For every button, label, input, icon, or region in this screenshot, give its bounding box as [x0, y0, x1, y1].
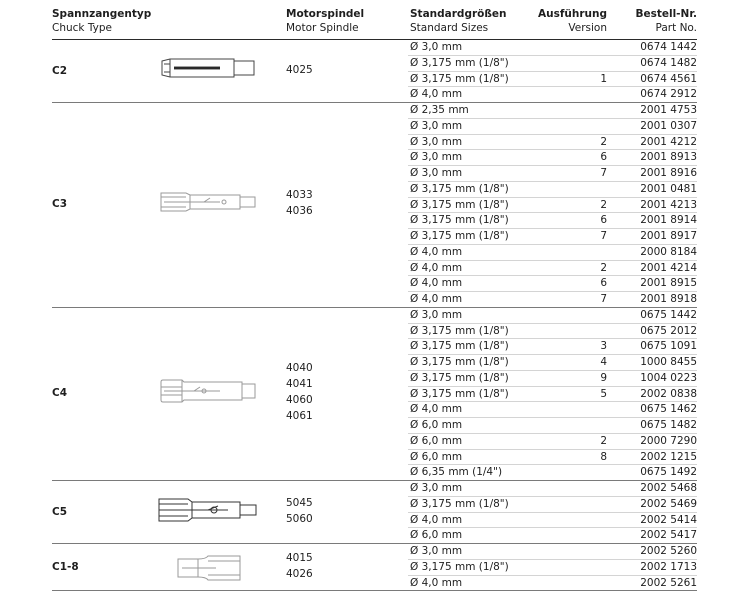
standard-size-cell: Ø 3,175 mm (1/8"): [410, 560, 509, 573]
row-separator: [408, 354, 697, 355]
part-number-cell: 2002 0838: [640, 387, 697, 400]
standard-size-cell: Ø 6,0 mm: [410, 529, 463, 542]
version-cell: 5: [600, 387, 607, 400]
row-separator: [408, 496, 697, 497]
version-cell: 6: [600, 151, 607, 164]
standard-size-cell: Ø 3,175 mm (1/8"): [410, 356, 509, 368]
standard-size-cell: Ø 4,0 mm: [410, 88, 463, 101]
part-number-cell: 0674 4561: [640, 72, 697, 85]
row-separator: [408, 575, 697, 576]
row-separator: [408, 244, 697, 245]
standard-size-cell: Ø 3,175 mm (1/8"): [410, 56, 509, 69]
chuck-type-label: C2: [52, 64, 68, 77]
part-number-cell: 2001 0481: [640, 182, 697, 195]
version-cell: 6: [600, 214, 607, 227]
part-number-cell: 0675 1462: [640, 403, 697, 416]
row-separator: [408, 86, 697, 87]
standard-size-cell: Ø 3,175 mm (1/8"): [410, 340, 509, 353]
standard-size-cell: Ø 3,175 mm (1/8"): [410, 214, 509, 227]
part-number-cell: 2001 8916: [640, 167, 697, 179]
standard-size-cell: Ø 6,35 mm (1/4"): [410, 466, 503, 479]
part-number-cell: 2002 1215: [640, 450, 697, 463]
collet-c4-icon: [160, 378, 256, 404]
standard-size-cell: Ø 6,0 mm: [410, 419, 463, 431]
version-cell: 2: [600, 135, 607, 148]
version-cell: 3: [600, 340, 607, 353]
standard-size-cell: Ø 2,35 mm: [410, 104, 469, 116]
standard-size-cell: Ø 3,0 mm: [410, 119, 463, 132]
version-cell: 7: [600, 167, 607, 179]
version-cell: 2: [600, 434, 607, 447]
standard-size-cell: Ø 3,0 mm: [410, 308, 463, 321]
standard-size-cell: Ø 6,0 mm: [410, 434, 463, 447]
standard-size-cell: Ø 6,0 mm: [410, 450, 463, 463]
motor-spindle-label: 4041: [286, 378, 313, 391]
header-version-en: Version: [568, 22, 607, 34]
part-number-cell: 2002 5468: [640, 482, 697, 494]
collet-c5-icon: [158, 497, 258, 523]
row-separator: [408, 55, 697, 56]
standard-size-cell: Ø 3,0 mm: [410, 545, 463, 557]
part-number-cell: 2002 5261: [640, 576, 697, 589]
motor-spindle-label: 4026: [286, 567, 313, 580]
motor-spindle-label: 4040: [286, 362, 313, 375]
row-separator: [408, 165, 697, 166]
standard-size-cell: Ø 3,0 mm: [410, 135, 463, 148]
row-separator: [408, 291, 697, 292]
standard-size-cell: Ø 4,0 mm: [410, 293, 463, 305]
header-part-en: Part No.: [655, 22, 697, 34]
part-number-cell: 2002 5417: [640, 529, 697, 542]
collet-c3-icon: [160, 190, 256, 214]
row-separator: [408, 338, 697, 339]
part-number-cell: 0675 2012: [640, 324, 697, 337]
part-number-cell: 2000 8184: [640, 245, 697, 258]
row-separator: [408, 228, 697, 229]
row-separator: [408, 118, 697, 119]
row-separator: [408, 417, 697, 418]
standard-size-cell: Ø 4,0 mm: [410, 261, 463, 274]
part-number-cell: 2002 5414: [640, 513, 697, 526]
part-number-cell: 0674 1482: [640, 56, 697, 69]
motor-spindle-label: 5045: [286, 496, 313, 509]
row-separator: [408, 260, 697, 261]
motor-spindle-label: 4033: [286, 189, 313, 202]
collet-c1-8-icon: [176, 555, 246, 581]
header-chuck-type-de: Spannzangentyp: [52, 8, 152, 20]
part-number-cell: 0675 1091: [640, 340, 697, 353]
header-part-de: Bestell-Nr.: [635, 8, 697, 20]
version-cell: 1: [600, 72, 607, 85]
row-separator: [408, 386, 697, 387]
row-separator: [408, 275, 697, 276]
row-separator: [408, 212, 697, 213]
standard-size-cell: Ø 4,0 mm: [410, 403, 463, 416]
row-separator: [408, 181, 697, 182]
standard-size-cell: Ø 3,0 mm: [410, 167, 463, 179]
standard-size-cell: Ø 3,175 mm (1/8"): [410, 72, 509, 85]
part-number-cell: 2002 1713: [640, 560, 697, 573]
version-cell: 9: [600, 371, 607, 384]
group-divider: [52, 102, 697, 103]
part-number-cell: 0674 1442: [640, 41, 697, 53]
row-separator: [408, 71, 697, 72]
chuck-type-label: C3: [52, 198, 68, 211]
part-number-cell: 2001 8917: [640, 230, 697, 242]
version-cell: 6: [600, 277, 607, 290]
version-cell: 2: [600, 198, 607, 211]
part-number-cell: 2001 4213: [640, 198, 697, 211]
part-number-cell: 2001 4753: [640, 104, 697, 116]
group-divider: [52, 480, 697, 481]
version-cell: 7: [600, 293, 607, 305]
motor-spindle-label: 5060: [286, 512, 313, 525]
standard-size-cell: Ø 3,175 mm (1/8"): [410, 497, 509, 510]
row-separator: [408, 401, 697, 402]
part-number-cell: 1004 0223: [640, 371, 697, 384]
row-separator: [408, 449, 697, 450]
standard-size-cell: Ø 4,0 mm: [410, 513, 463, 526]
motor-spindle-label: 4060: [286, 394, 313, 407]
group-divider: [52, 307, 697, 308]
part-number-cell: 2001 4214: [640, 261, 697, 274]
part-number-cell: 2001 8915: [640, 277, 697, 290]
version-cell: 2: [600, 261, 607, 274]
chuck-type-label: C5: [52, 505, 68, 518]
standard-size-cell: Ø 4,0 mm: [410, 277, 463, 290]
standard-size-cell: Ø 3,175 mm (1/8"): [410, 371, 509, 384]
part-number-cell: 2001 8914: [640, 214, 697, 227]
row-separator: [408, 464, 697, 465]
row-separator: [408, 134, 697, 135]
part-number-cell: 1000 8455: [640, 356, 697, 368]
chuck-type-label: C1-8: [52, 560, 79, 573]
standard-size-cell: Ø 3,175 mm (1/8"): [410, 324, 509, 337]
motor-spindle-label: 4061: [286, 410, 313, 423]
standard-size-cell: Ø 3,0 mm: [410, 151, 463, 164]
row-separator: [408, 370, 697, 371]
header-version-de: Ausführung: [537, 8, 607, 20]
version-cell: 7: [600, 230, 607, 242]
chuck-type-label: C4: [52, 387, 68, 400]
motor-spindle-label: 4025: [286, 63, 313, 76]
motor-spindle-label: 4015: [286, 551, 313, 564]
header-spindle-en: Motor Spindle: [286, 22, 359, 34]
version-cell: 8: [600, 450, 607, 463]
part-number-cell: 2001 4212: [640, 135, 697, 148]
standard-size-cell: Ø 3,0 mm: [410, 41, 463, 53]
standard-size-cell: Ø 3,175 mm (1/8"): [410, 387, 509, 400]
part-number-cell: 0675 1482: [640, 419, 697, 431]
row-separator: [408, 512, 697, 513]
header-spindle-de: Motorspindel: [286, 8, 365, 20]
standard-size-cell: Ø 3,175 mm (1/8"): [410, 198, 509, 211]
standard-size-cell: Ø 4,0 mm: [410, 245, 463, 258]
header-divider: [52, 39, 697, 40]
standard-size-cell: Ø 3,175 mm (1/8"): [410, 182, 509, 195]
row-separator: [408, 149, 697, 150]
row-separator: [408, 527, 697, 528]
part-number-cell: 2001 8913: [640, 151, 697, 164]
collet-c2-icon: [160, 57, 256, 79]
part-number-cell: 0674 2912: [640, 88, 697, 101]
part-number-cell: 0675 1492: [640, 466, 697, 479]
group-divider: [52, 590, 697, 591]
row-separator: [408, 433, 697, 434]
part-number-cell: 2002 5260: [640, 545, 697, 557]
standard-size-cell: Ø 3,175 mm (1/8"): [410, 230, 509, 242]
row-separator: [408, 559, 697, 560]
part-number-cell: 2000 7290: [640, 434, 697, 447]
part-number-cell: 2002 5469: [640, 497, 697, 510]
standard-size-cell: Ø 4,0 mm: [410, 576, 463, 589]
header-sizes-en: Standard Sizes: [410, 22, 489, 34]
row-separator: [408, 323, 697, 324]
motor-spindle-label: 4036: [286, 205, 313, 218]
part-number-cell: 2001 8918: [640, 293, 697, 305]
row-separator: [408, 197, 697, 198]
part-number-cell: 0675 1442: [640, 308, 697, 321]
version-cell: 4: [600, 356, 607, 368]
standard-size-cell: Ø 3,0 mm: [410, 482, 463, 494]
header-chuck-type-en: Chuck Type: [52, 22, 112, 34]
part-number-cell: 2001 0307: [640, 119, 697, 132]
group-divider: [52, 543, 697, 544]
header-sizes-de: Standardgrößen: [410, 8, 507, 20]
